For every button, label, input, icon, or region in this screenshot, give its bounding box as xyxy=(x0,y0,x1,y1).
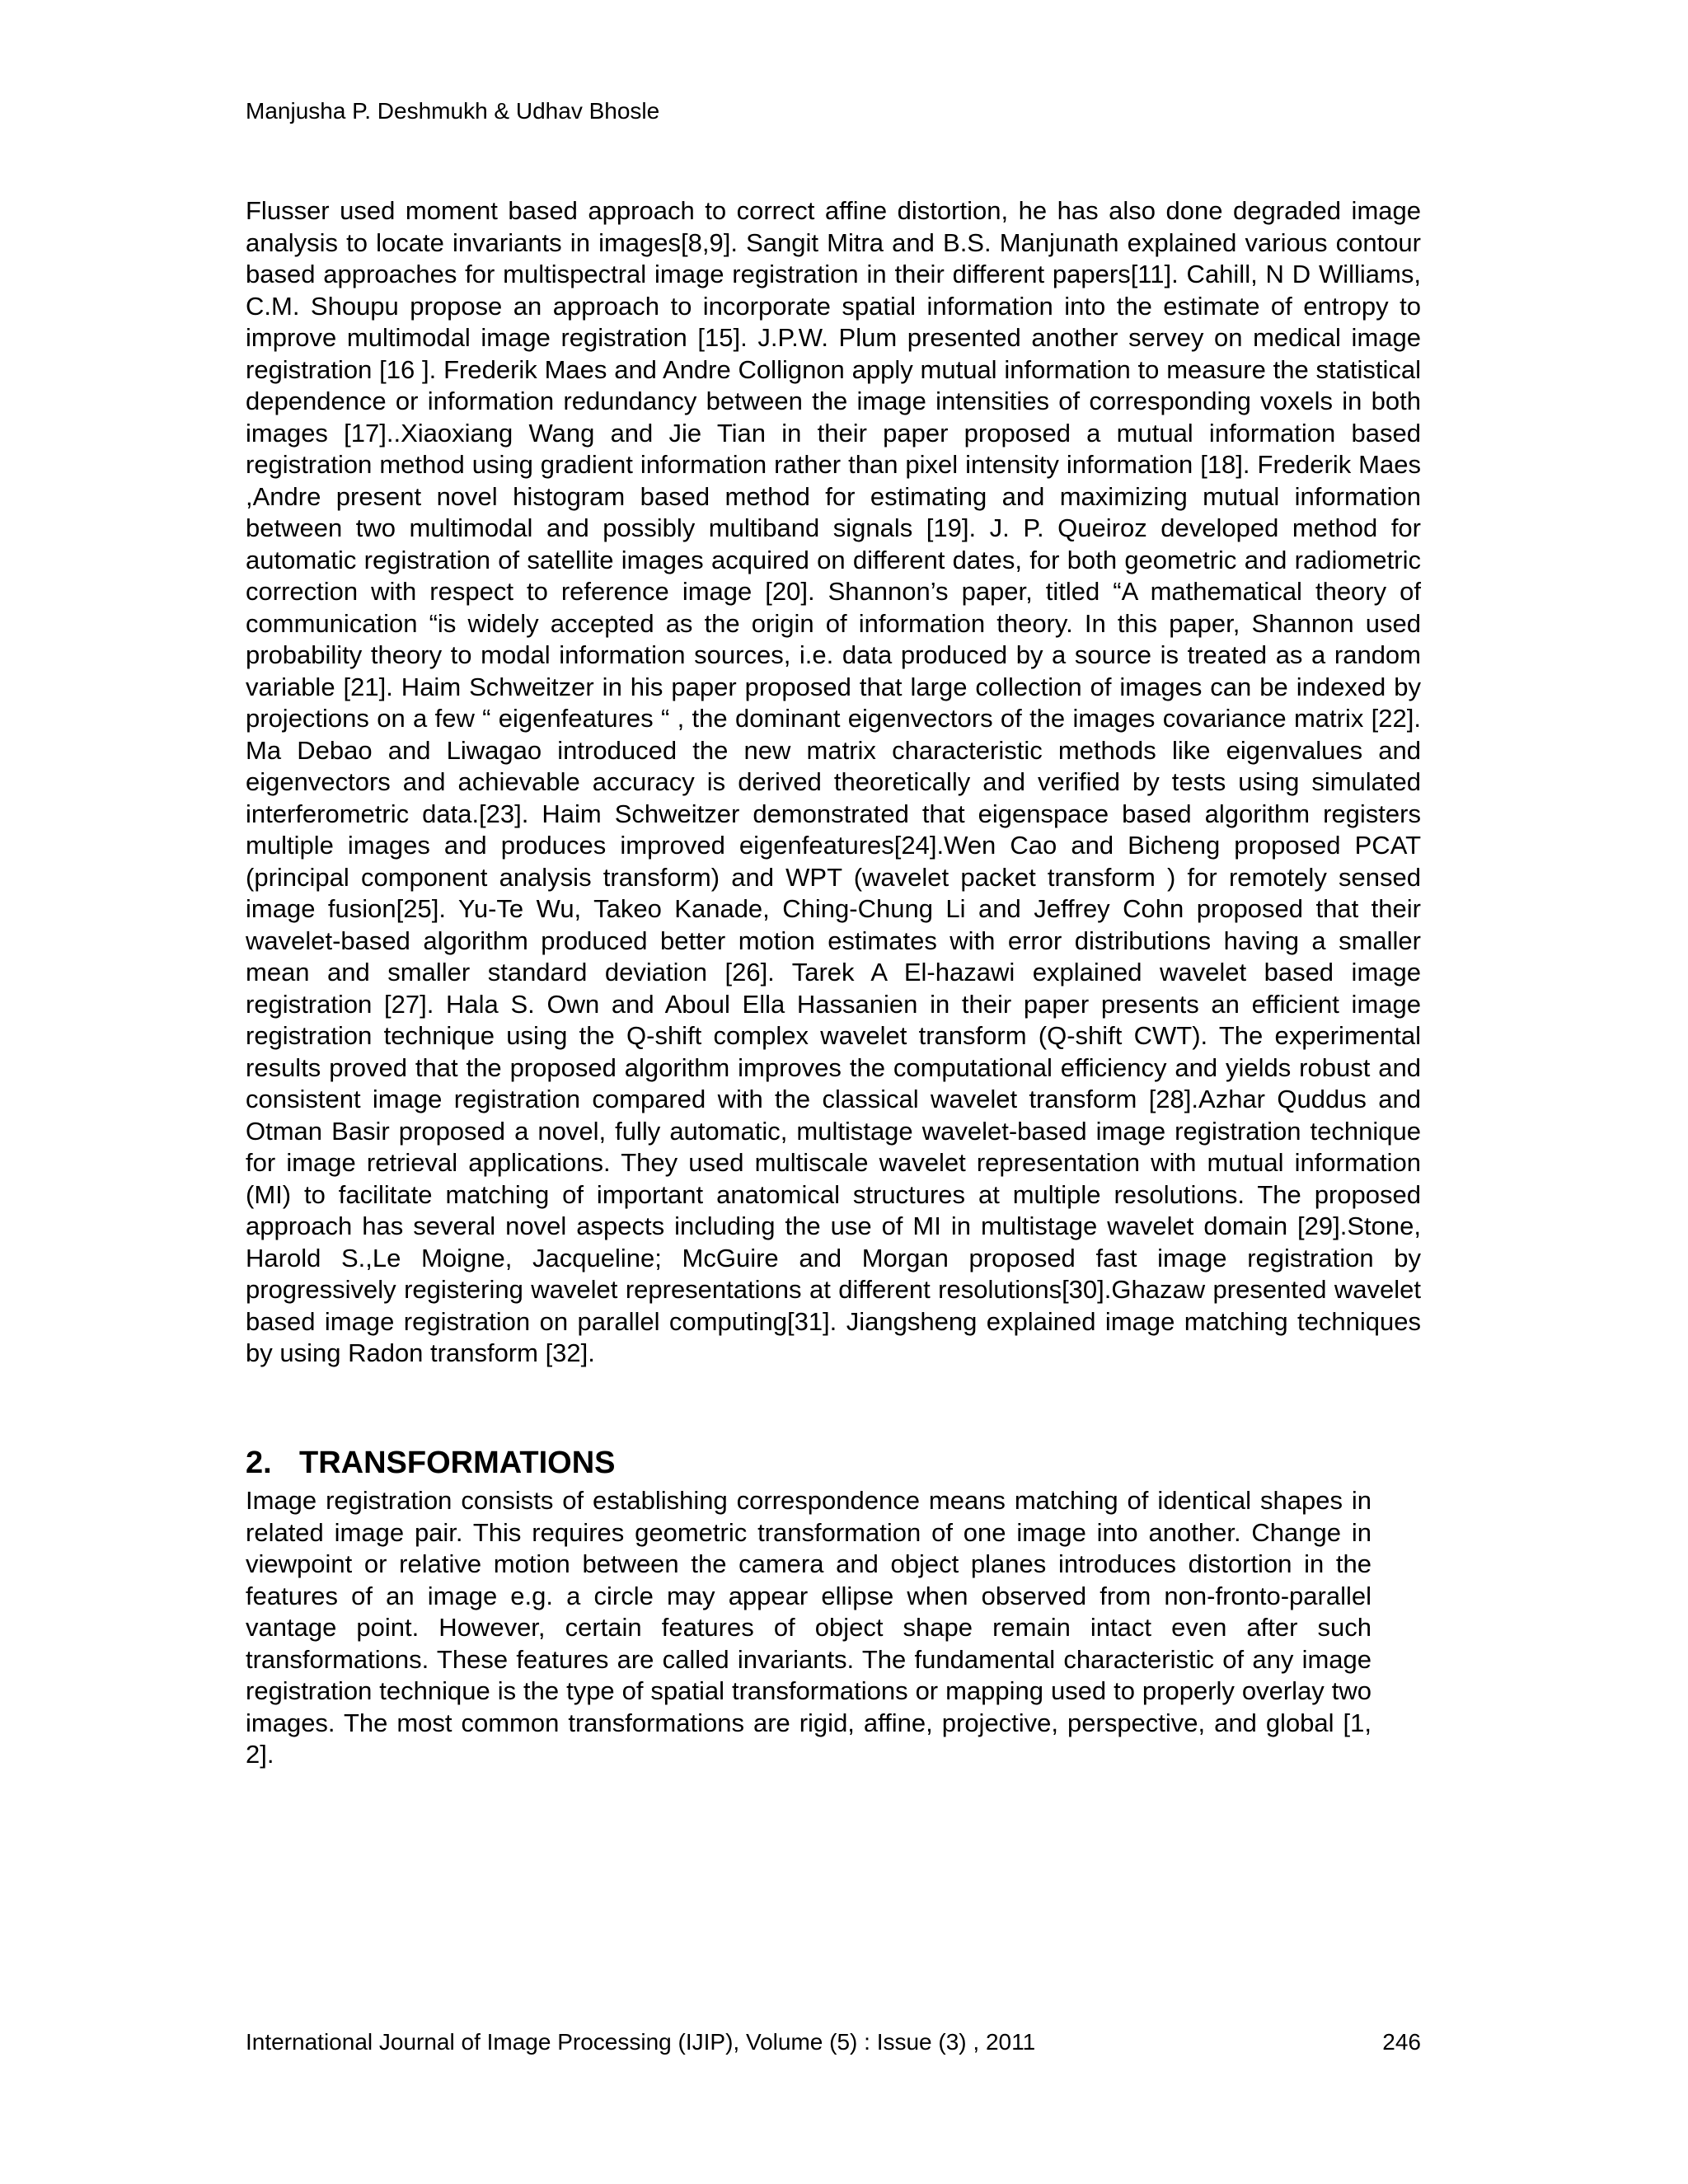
body-paragraph-transformations: Image registration consists of establishing correspondence means matching of identical shapes in related image pair. This requires geometric transformation of one image into another. Change in viewpoint or relative motion between the camera and object planes introduces distortion in the features of an image e.g. a circle may appear ellipse when observed from non-fronto-parallel vantage point. However, certain features of object shape remain intact even after such transformations. These features are called invariants. The fundamental characteristic of any image registration technique is the type of spatial transformations or mapping used to properly overlay two images. The most common transformations are rigid, affine, projective, perspective, and global [1, 2]. xyxy=(246,1486,1372,1769)
section-title: TRANSFORMATIONS xyxy=(299,1446,616,1480)
body-paragraph-literature-review: Flusser used moment based approach to correct affine distortion, he has also done degraded image analysis to locate invariants in images[8,9]. Sangit Mitra and B.S. Manjunath explained various contour based approaches for multispectral image registration in their different papers[11]. Cahill, N D Williams, C.M. Shoupu propose an approach to incorporate spatial information into the estimate of entropy to improve multimodal image registration [15]. J.P.W. Plum presented another servey on medical image registration [16 ]. Frederik Maes and Andre Collignon apply mutual information to measure the statistical dependence or information redundancy between the image intensities of corresponding voxels in both images [17]..Xiaoxiang Wang and Jie Tian in their paper proposed a mutual information based registration method using gradient information rather than pixel intensity information [18]. Frederik Maes ,Andre present novel histogram based method for estimating and maximizing mutual information between two multimodal and possibly multiband signals [19]. J. P. Queiroz developed method for automatic registration of satellite images acquired on different dates, for both geometric and radiometric correction with respect to reference image [20]. Shannon’s paper, titled “A mathematical theory of communication “is widely accepted as the origin of information theory. In this paper, Shannon used probability theory to modal information sources, i.e. data produced by a source is treated as a random variable [21]. Haim Schweitzer in his paper proposed that large collection of images can be indexed by projections on a few “ eigenfeatures “ , the dominant eigenvectors of the images covariance matrix [22]. Ma Debao and Liwagao introduced the new matrix characteristic methods like eigenvalues and eigenvectors and achievable accuracy is derived theoretically and verified by tests using simulated interferometric data.[23]. Haim Schweitzer demonstrated that eigenspace based algorithm registers multiple images and produces improved eigenfeatures[24].Wen Cao and Bicheng proposed PCAT (principal component analysis transform) and WPT (wavelet packet transform ) for remotely sensed image fusion[25]. Yu-Te Wu, Takeo Kanade, Ching-Chung Li and Jeffrey Cohn proposed that their wavelet-based algorithm produced better motion estimates with error distributions having a smaller mean and smaller standard deviation [26]. Tarek A El-hazawi explained wavelet based image registration [27]. Hala S. Own and Aboul Ella Hassanien in their paper presents an efficient image registration technique using the Q-shift complex wavelet transform (Q-shift CWT). The experimental results proved that the proposed algorithm improves the computational efficiency and yields robust and consistent image registration compared with the classical wavelet transform [28].Azhar Quddus and Otman Basir proposed a novel, fully automatic, multistage wavelet-based image registration technique for image retrieval applications. They used multiscale wavelet representation with mutual information (MI) to facilitate matching of important anatomical structures at multiple resolutions. The proposed approach has several novel aspects including the use of MI in multistage wavelet domain [29].Stone, Harold S.,Le Moigne, Jacqueline; McGuire and Morgan proposed fast image registration by progressively registering wavelet representations at different resolutions[30].Ghazaw presented wavelet based image registration on parallel computing[31]. Jiangsheng explained image matching techniques by using Radon transform [32]. xyxy=(246,196,1421,1367)
section-heading xyxy=(246,1444,616,1482)
section-number: 2. xyxy=(246,1446,272,1480)
footer-journal-citation: International Journal of Image Processing (IJIP), Volume (5) : Issue (3) , 2011 xyxy=(246,2029,1036,2055)
footer-page-number: 246 xyxy=(1382,2029,1421,2055)
page-footer xyxy=(246,2027,1421,2057)
running-head-authors: Manjusha P. Deshmukh & Udhav Bhosle xyxy=(246,98,660,124)
